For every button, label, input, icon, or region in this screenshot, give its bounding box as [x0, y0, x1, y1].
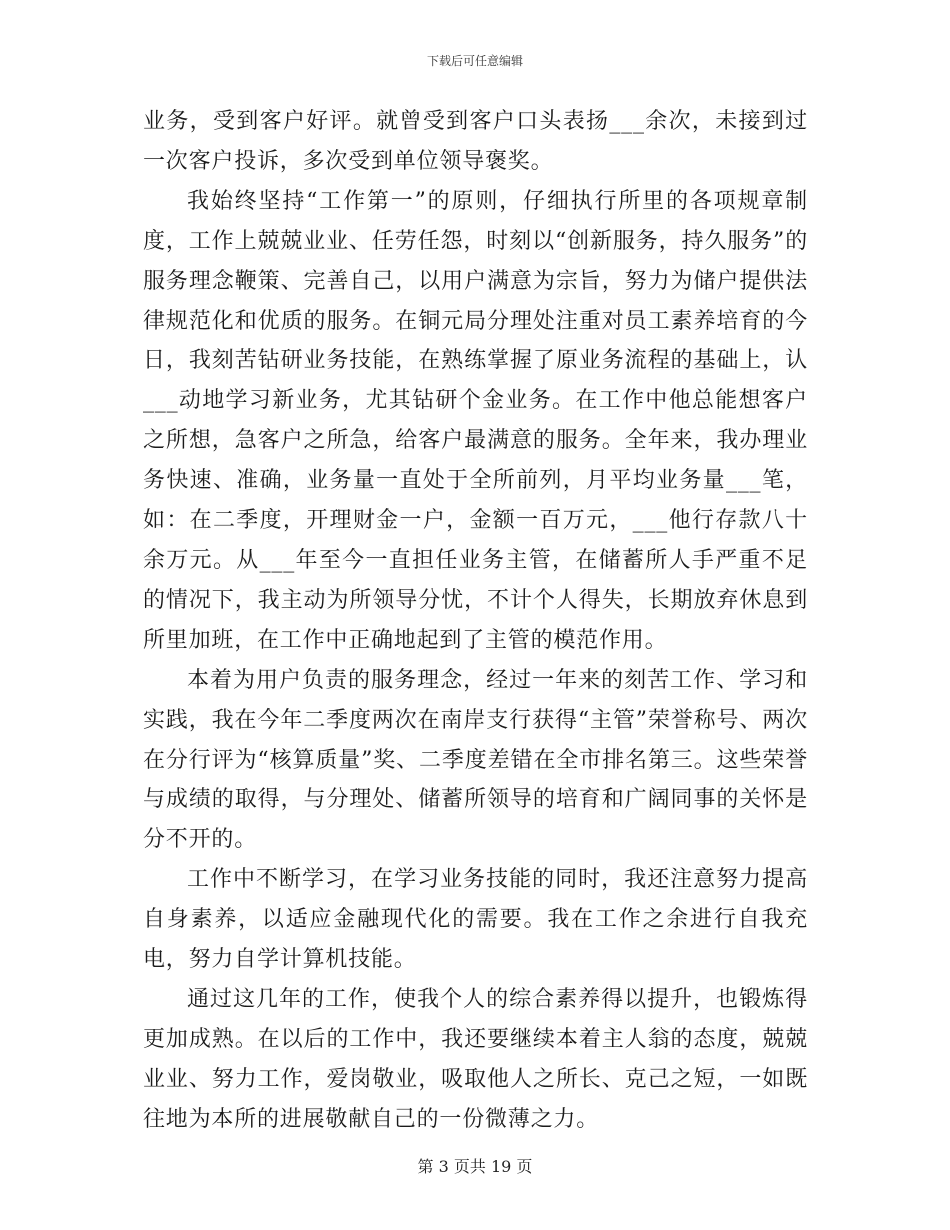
paragraph-work-principles: 我始终坚持“工作第一”的原则，仔细执行所里的各项规章制度，工作上兢兢业业、任劳任怨，时刻以“创新服务，持久服务”的服务理念鞭策、完善自己，以用户满意为宗旨，努力为储户提供法律规范化和优质的服务。在铜元局分理处注重对员工素养培育的今日，我刻苦钻研业务技能，在熟练掌握了原业务流程的基础上，认___动地学习新业务，尤其钻研个金业务。在工作中他总能想客户之所想，急客户之所急，给客户最满意的服务。全年来，我办理业务快速、准确，业务量一直处于全所前列，月平均业务量___笔，如：在二季度，开理财金一户，金额一百万元，___他行存款八十余万元。从___年至今一直担任业务主管，在储蓄所人手严重不足的情况下，我主动为所领导分忧，不计个人得失，长期放弃休息到所里加班，在工作中正确地起到了主管的模范作用。	[143, 188, 808, 653]
document-body	[143, 102, 808, 1140]
page-header-note: 下载后可任意编辑	[426, 54, 523, 68]
paragraph-continuation: 业务，受到客户好评。就曾受到客户口头表扬___余次，未接到过一次客户投诉，多次受到单位领导褒奖。	[143, 109, 808, 174]
paragraph-conclusion: 通过这几年的工作，使我个人的综合素养得以提升，也锻炼得更加成熟。在以后的工作中，我还要继续本着主人翁的态度，兢兢业业、努力工作，爱岗敬业，吸取他人之所长、克己之短，一如既往地为本所的进展敬献自己的一份微薄之力。	[143, 986, 808, 1132]
paragraph-honors: 本着为用户负责的服务理念，经过一年来的刻苦工作、学习和实践，我在今年二季度两次在南岸支行获得“主管”荣誉称号、两次在分行评为“核算质量”奖、二季度差错在全市排名第三。这些荣誉与成绩的取得，与分理处、储蓄所领导的培育和广阔同事的关怀是分不开的。	[143, 667, 808, 853]
page-number: 第 3 页共 19 页	[417, 1157, 533, 1176]
paragraph-learning: 工作中不断学习，在学习业务技能的同时，我还注意努力提高自身素养，以适应金融现代化的需要。我在工作之余进行自我充电，努力自学计算机技能。	[143, 867, 808, 973]
